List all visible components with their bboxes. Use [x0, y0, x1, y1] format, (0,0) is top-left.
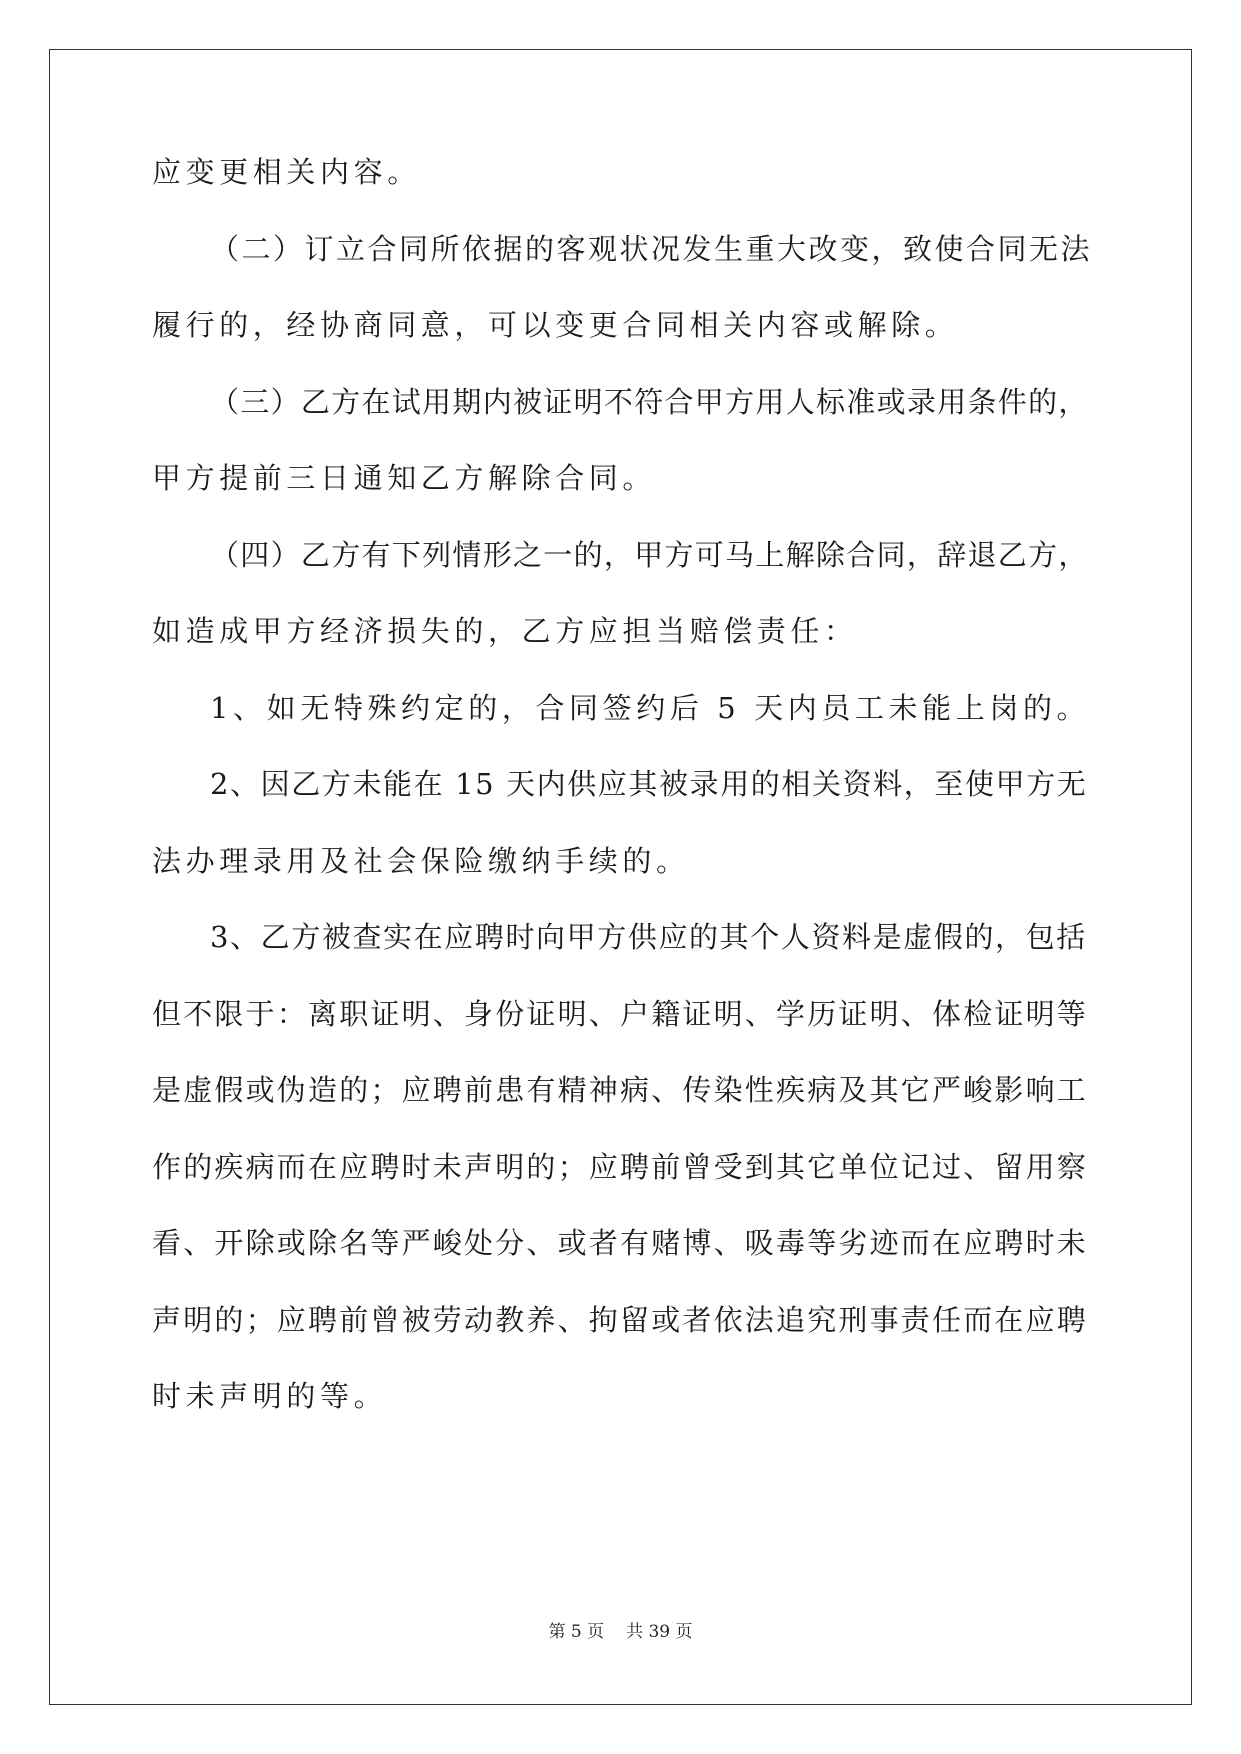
text-line: 3、乙方被查实在应聘时向甲方供应的其个人资料是虚假的，包括: [210, 920, 1087, 954]
text-line: 看、开除或除名等严峻处分、或者有赌博、吸毒等劣迹而在应聘时未: [152, 1226, 1089, 1260]
text-line: 1、如无特殊约定的，合同签约后 5 天内员工未能上岗的。: [210, 690, 1091, 725]
text-line: （四）乙方有下列情形之一的，甲方可马上解除合同，辞退乙方，: [210, 537, 1089, 572]
page-footer: [0, 1620, 1241, 1644]
page-number: 第 5 页: [548, 1622, 605, 1642]
page-total: 共 39 页: [626, 1622, 693, 1642]
text-line: 履行的，经协商同意，可以变更合同相关内容或解除。: [152, 308, 959, 342]
text-line: 时未声明的等。: [152, 1379, 388, 1413]
text-line: 声明的；应聘前曾被劳动教养、拘留或者依法追究刑事责任而在应聘: [152, 1302, 1089, 1337]
text-line: （三）乙方在试用期内被证明不符合甲方用人标准或录用条件的，: [210, 384, 1089, 419]
text-line: 但不限于：离职证明、身份证明、户籍证明、学历证明、体检证明等: [152, 996, 1089, 1031]
text-line: 2、因乙方未能在 15 天内供应其被录用的相关资料，至使甲方无: [210, 767, 1088, 801]
text-line: 作的疾病而在应聘时未声明的；应聘前曾受到其它单位记过、留用察: [152, 1149, 1089, 1184]
text-line: 如造成甲方经济损失的，乙方应担当赔偿责任：: [152, 614, 858, 648]
text-line: （二）订立合同所依据的客观状况发生重大改变，致使合同无法: [210, 231, 1093, 266]
text-line: 应变更相关内容。: [152, 155, 421, 189]
text-line: 甲方提前三日通知乙方解除合同。: [152, 461, 657, 495]
text-line: 是虚假或伪造的；应聘前患有精神病、传染性疾病及其它严峻影响工: [152, 1073, 1089, 1107]
text-line: 法办理录用及社会保险缴纳手续的。: [152, 843, 690, 878]
